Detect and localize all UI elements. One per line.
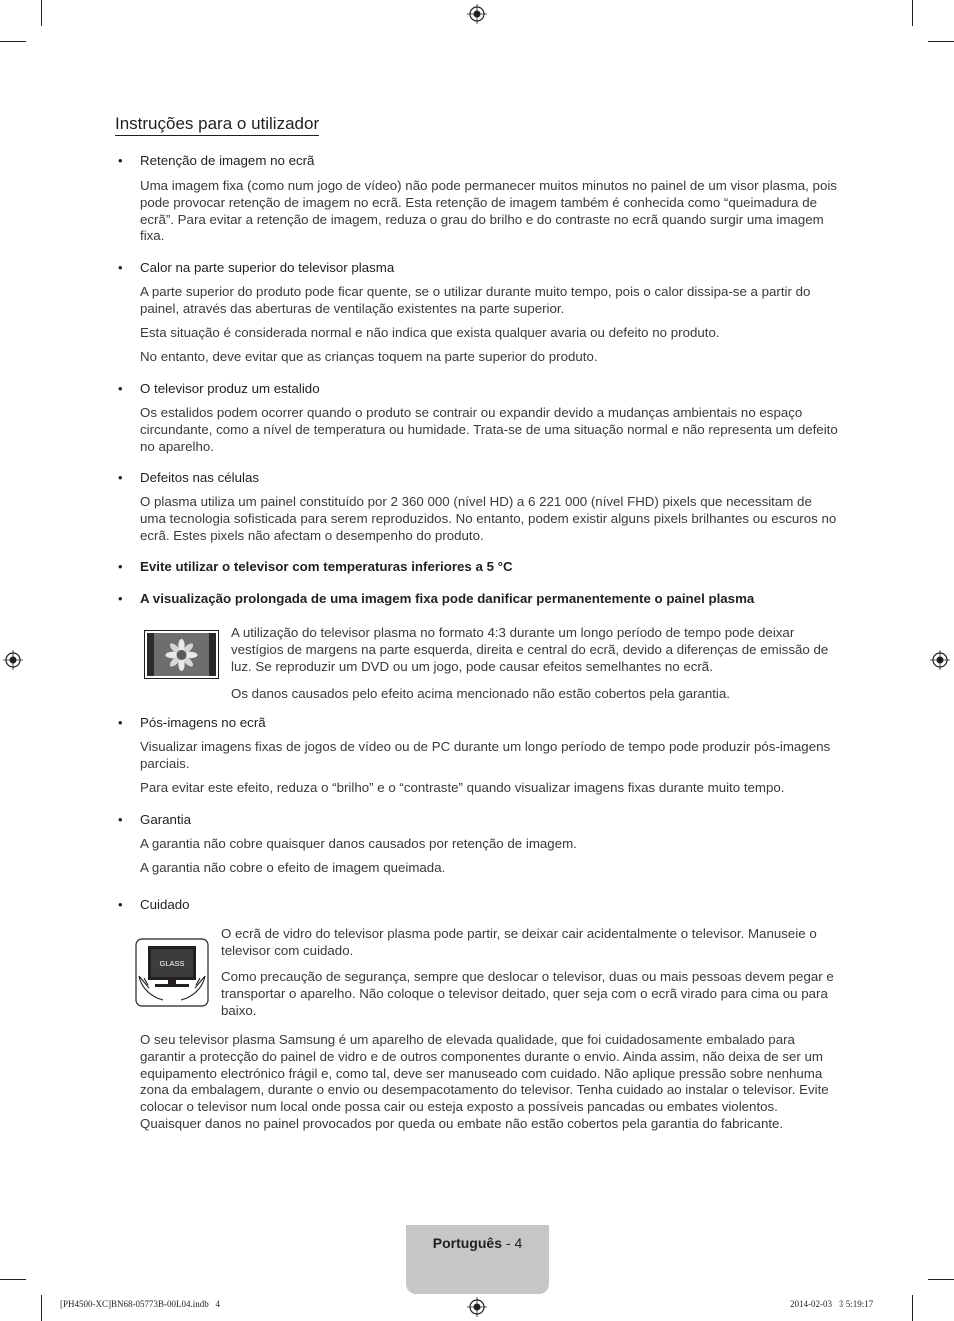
registration-mark-icon <box>930 650 950 670</box>
item-paragraph: Para evitar este efeito, reduza o “brilho” e o “contraste” quando visualizar imagens fixas durante muito tempo. <box>140 780 785 795</box>
item-heading: Evite utilizar o televisor com temperaturas inferiores a 5 °C <box>140 559 513 574</box>
item-heading: O televisor produz um estalido <box>140 381 320 396</box>
glass-label: GLASS <box>159 959 185 968</box>
item-heading: Garantia <box>140 812 191 827</box>
item-paragraph: Os estalidos podem ocorrer quando o produto se contrair ou expandir devido a mudanças ambientais no espaço circundante, como a nível de temperatura ou humidade. Trata-se de uma situação normal e não representa um defeito no aparelho. <box>140 405 838 454</box>
crop-mark <box>41 1295 42 1321</box>
bullet-icon: • <box>118 153 123 168</box>
bullet-icon: • <box>118 260 123 275</box>
item-paragraph: Os danos causados pelo efeito acima mencionado não estão cobertos pela garantia. <box>231 686 730 701</box>
crop-mark <box>0 1279 26 1280</box>
bullet-icon: • <box>118 715 123 730</box>
item-paragraph: Uma imagem fixa (como num jogo de vídeo) não pode permanecer muitos minutos no painel de um visor plasma, pois pode provocar retenção de imagem no ecrã. Esta retenção de imagem também é conhecida como “queimadura de ecrã”. Para evitar a retenção de imagem, reduza o grau do brilho e do contraste no ecrã quando surgir uma imagem fixa. <box>140 178 837 244</box>
glass-handling-caution-icon <box>135 938 209 1007</box>
tv-still-image-illustration <box>144 630 219 679</box>
registration-mark-icon <box>467 1297 487 1317</box>
bullet-icon: • <box>118 470 123 485</box>
footer-language: Português <box>432 1235 502 1251</box>
bullet-icon: • <box>118 812 123 827</box>
item-paragraph: A parte superior do produto pode ficar quente, se o utilizar durante muito tempo, pois o calor dissipa-se a partir do painel, através das aberturas de ventilação existentes na parte superior. <box>140 284 811 316</box>
crop-mark <box>41 0 42 26</box>
item-paragraph: Como precaução de segurança, sempre que deslocar o televisor, duas ou mais pessoas devem pegar e transportar o aparelho. Não coloque o televisor deitado, quer seja com o ecrã virado para cima ou para baixo. <box>221 969 834 1018</box>
item-paragraph: No entanto, deve evitar que as crianças toquem na parte superior do produto. <box>140 349 598 364</box>
item-paragraph: A garantia não cobre quaisquer danos causados por retenção de imagem. <box>140 836 577 851</box>
item-heading: Retenção de imagem no ecrã <box>140 153 315 168</box>
footer-separator: - <box>501 1235 515 1251</box>
crop-mark <box>928 41 954 42</box>
item-paragraph: Esta situação é considerada normal e não indica que exista qualquer avaria ou defeito no produto. <box>140 325 720 340</box>
item-paragraph: O seu televisor plasma Samsung é um aparelho de elevada qualidade, que foi cuidadosamente embalado para garantir a protecção do painel de vidro e de outros componentes durante o envio. Ainda assim, não deixa de ser um equipamento electrónico frágil e, como tal, deve ser manuseado com cuidado. Não aplique pressão sobre nenhuma zona da embalagem, durante o envio ou desempacotamento do televisor. Tenha cuidado ao instalar o televisor. Evite colocar o televisor num local onde possa cair ou esteja exposto a possíveis pancadas ou embates violentos. Quaisquer danos no painel provocados por queda ou embate não estão cobertos pela garantia do fabricante. <box>140 1032 829 1131</box>
section-title: Instruções para o utilizador <box>115 114 319 136</box>
item-paragraph: A utilização do televisor plasma no formato 4:3 durante um longo período de tempo pode deixar vestígios de margens na parte esquerda, direita e central do ecrã, devido a diferenças de emissão de luz. Se reproduzir um DVD ou um jogo, pode causar efeitos semelhantes no ecrã. <box>231 625 829 674</box>
bullet-icon: • <box>118 897 123 912</box>
bullet-icon: • <box>118 591 123 606</box>
crop-mark <box>912 0 913 26</box>
item-heading: Pós-imagens no ecrã <box>140 715 266 730</box>
crop-mark <box>912 1295 913 1321</box>
item-paragraph: O plasma utiliza um painel constituído por 2 360 000 (nível HD) a 6 221 000 (nível FHD) pixels que necessitam de uma tecnologia sofisticada para serem reproduzidos. No entanto, podem existir alguns pixels brilhantes ou escuros no ecrã. Estes pixels não afectam o desempenho do produto. <box>140 494 837 543</box>
crop-mark <box>0 41 26 42</box>
footer-page-number: 4 <box>514 1235 523 1251</box>
page-footer-label <box>406 1235 549 1251</box>
bullet-icon: • <box>118 559 123 574</box>
registration-mark-icon <box>467 4 487 24</box>
item-paragraph: O ecrã de vidro do televisor plasma pode partir, se deixar cair acidentalmente o televisor. Manuseie o televisor com cuidado. <box>221 926 817 958</box>
item-paragraph: Visualizar imagens fixas de jogos de vídeo ou de PC durante um longo período de tempo pode produzir pós-imagens parciais. <box>140 739 831 771</box>
print-slug-file: [PH4500-XC]BN68-05773B-00L04.indb 4 <box>60 1299 220 1309</box>
item-paragraph: A garantia não cobre o efeito de imagem queimada. <box>140 860 446 875</box>
item-heading: Defeitos nas células <box>140 470 259 485</box>
crop-mark <box>928 1279 954 1280</box>
print-slug-timestamp: 2014-02-03 ꕘ 5:19:17 <box>790 1299 874 1309</box>
item-heading: Calor na parte superior do televisor plasma <box>140 260 395 275</box>
item-heading: Cuidado <box>140 897 190 912</box>
registration-mark-icon <box>3 650 23 670</box>
item-heading: A visualização prolongada de uma imagem fixa pode danificar permanentemente o painel plasma <box>140 591 755 606</box>
bullet-icon: • <box>118 381 123 396</box>
